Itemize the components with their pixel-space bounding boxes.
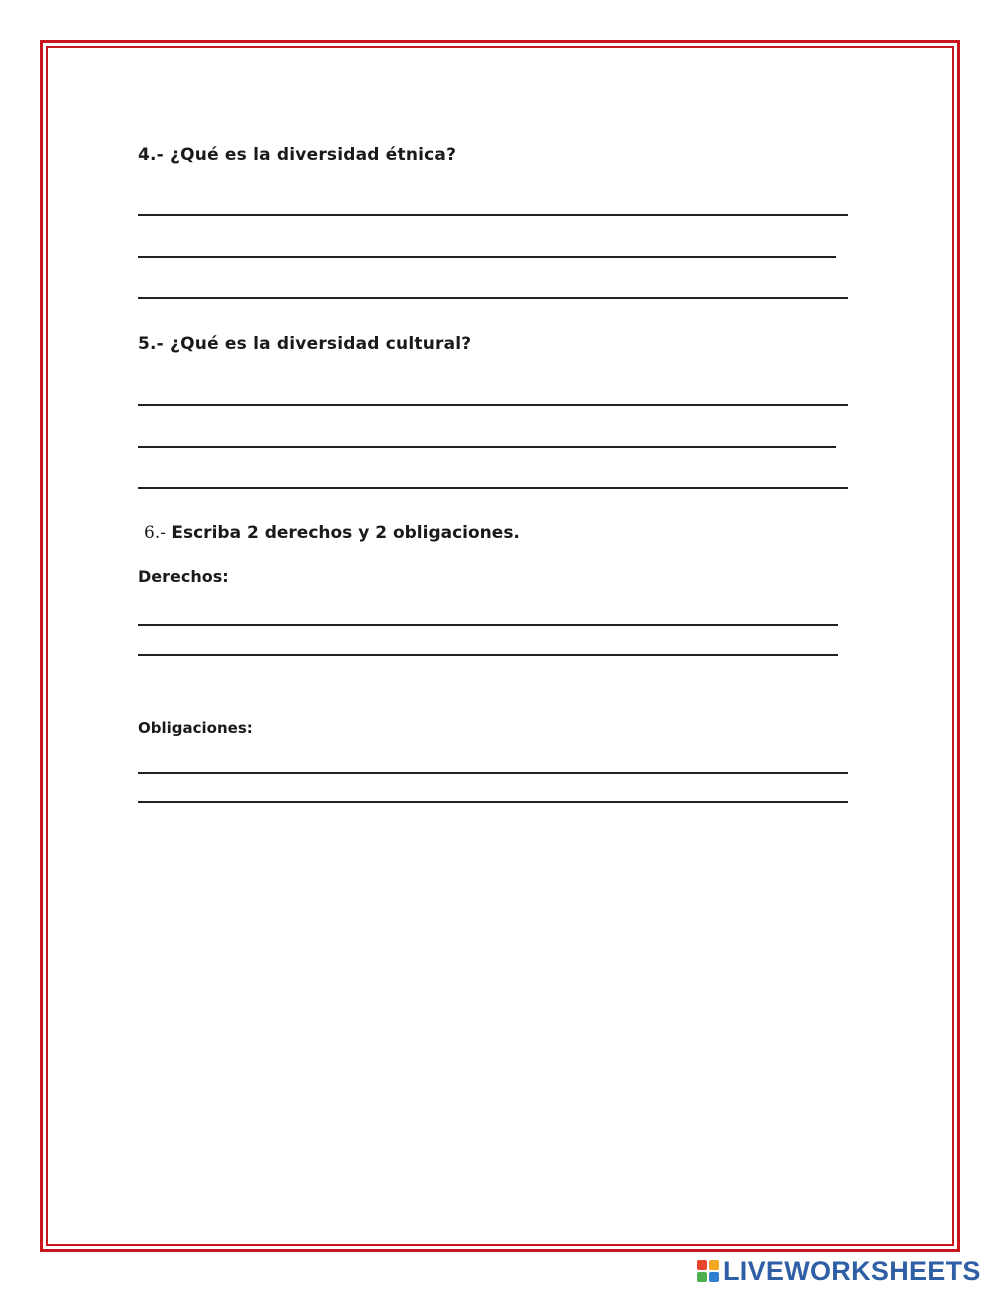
question-5: 5.- ¿Qué es la diversidad cultural? — [138, 334, 472, 354]
page-border-inner — [46, 46, 954, 1246]
logo-squares-icon — [697, 1260, 719, 1282]
answer-line-derechos-1[interactable] — [138, 624, 838, 626]
question-4: 4.- ¿Qué es la diversidad étnica? — [138, 145, 457, 165]
liveworksheets-logo — [697, 1257, 981, 1285]
obligaciones-label: Obligaciones: — [138, 719, 253, 737]
question-6-number: 6.- — [144, 523, 166, 543]
answer-line-obligaciones-2[interactable] — [138, 801, 848, 803]
answer-line-q5-3[interactable] — [138, 487, 848, 489]
answer-line-q5-1[interactable] — [138, 404, 848, 406]
answer-line-q4-1[interactable] — [138, 214, 848, 216]
answer-line-obligaciones-1[interactable] — [138, 772, 848, 774]
answer-line-q4-3[interactable] — [138, 297, 848, 299]
logo-text: LIVEWORKSHEETS — [723, 1256, 981, 1286]
question-6-text: Escriba 2 derechos y 2 obligaciones. — [171, 523, 520, 543]
question-6 — [144, 523, 520, 543]
answer-line-q4-2[interactable] — [138, 256, 836, 258]
answer-line-q5-2[interactable] — [138, 446, 836, 448]
answer-line-derechos-2[interactable] — [138, 654, 838, 656]
derechos-label: Derechos: — [138, 567, 229, 586]
